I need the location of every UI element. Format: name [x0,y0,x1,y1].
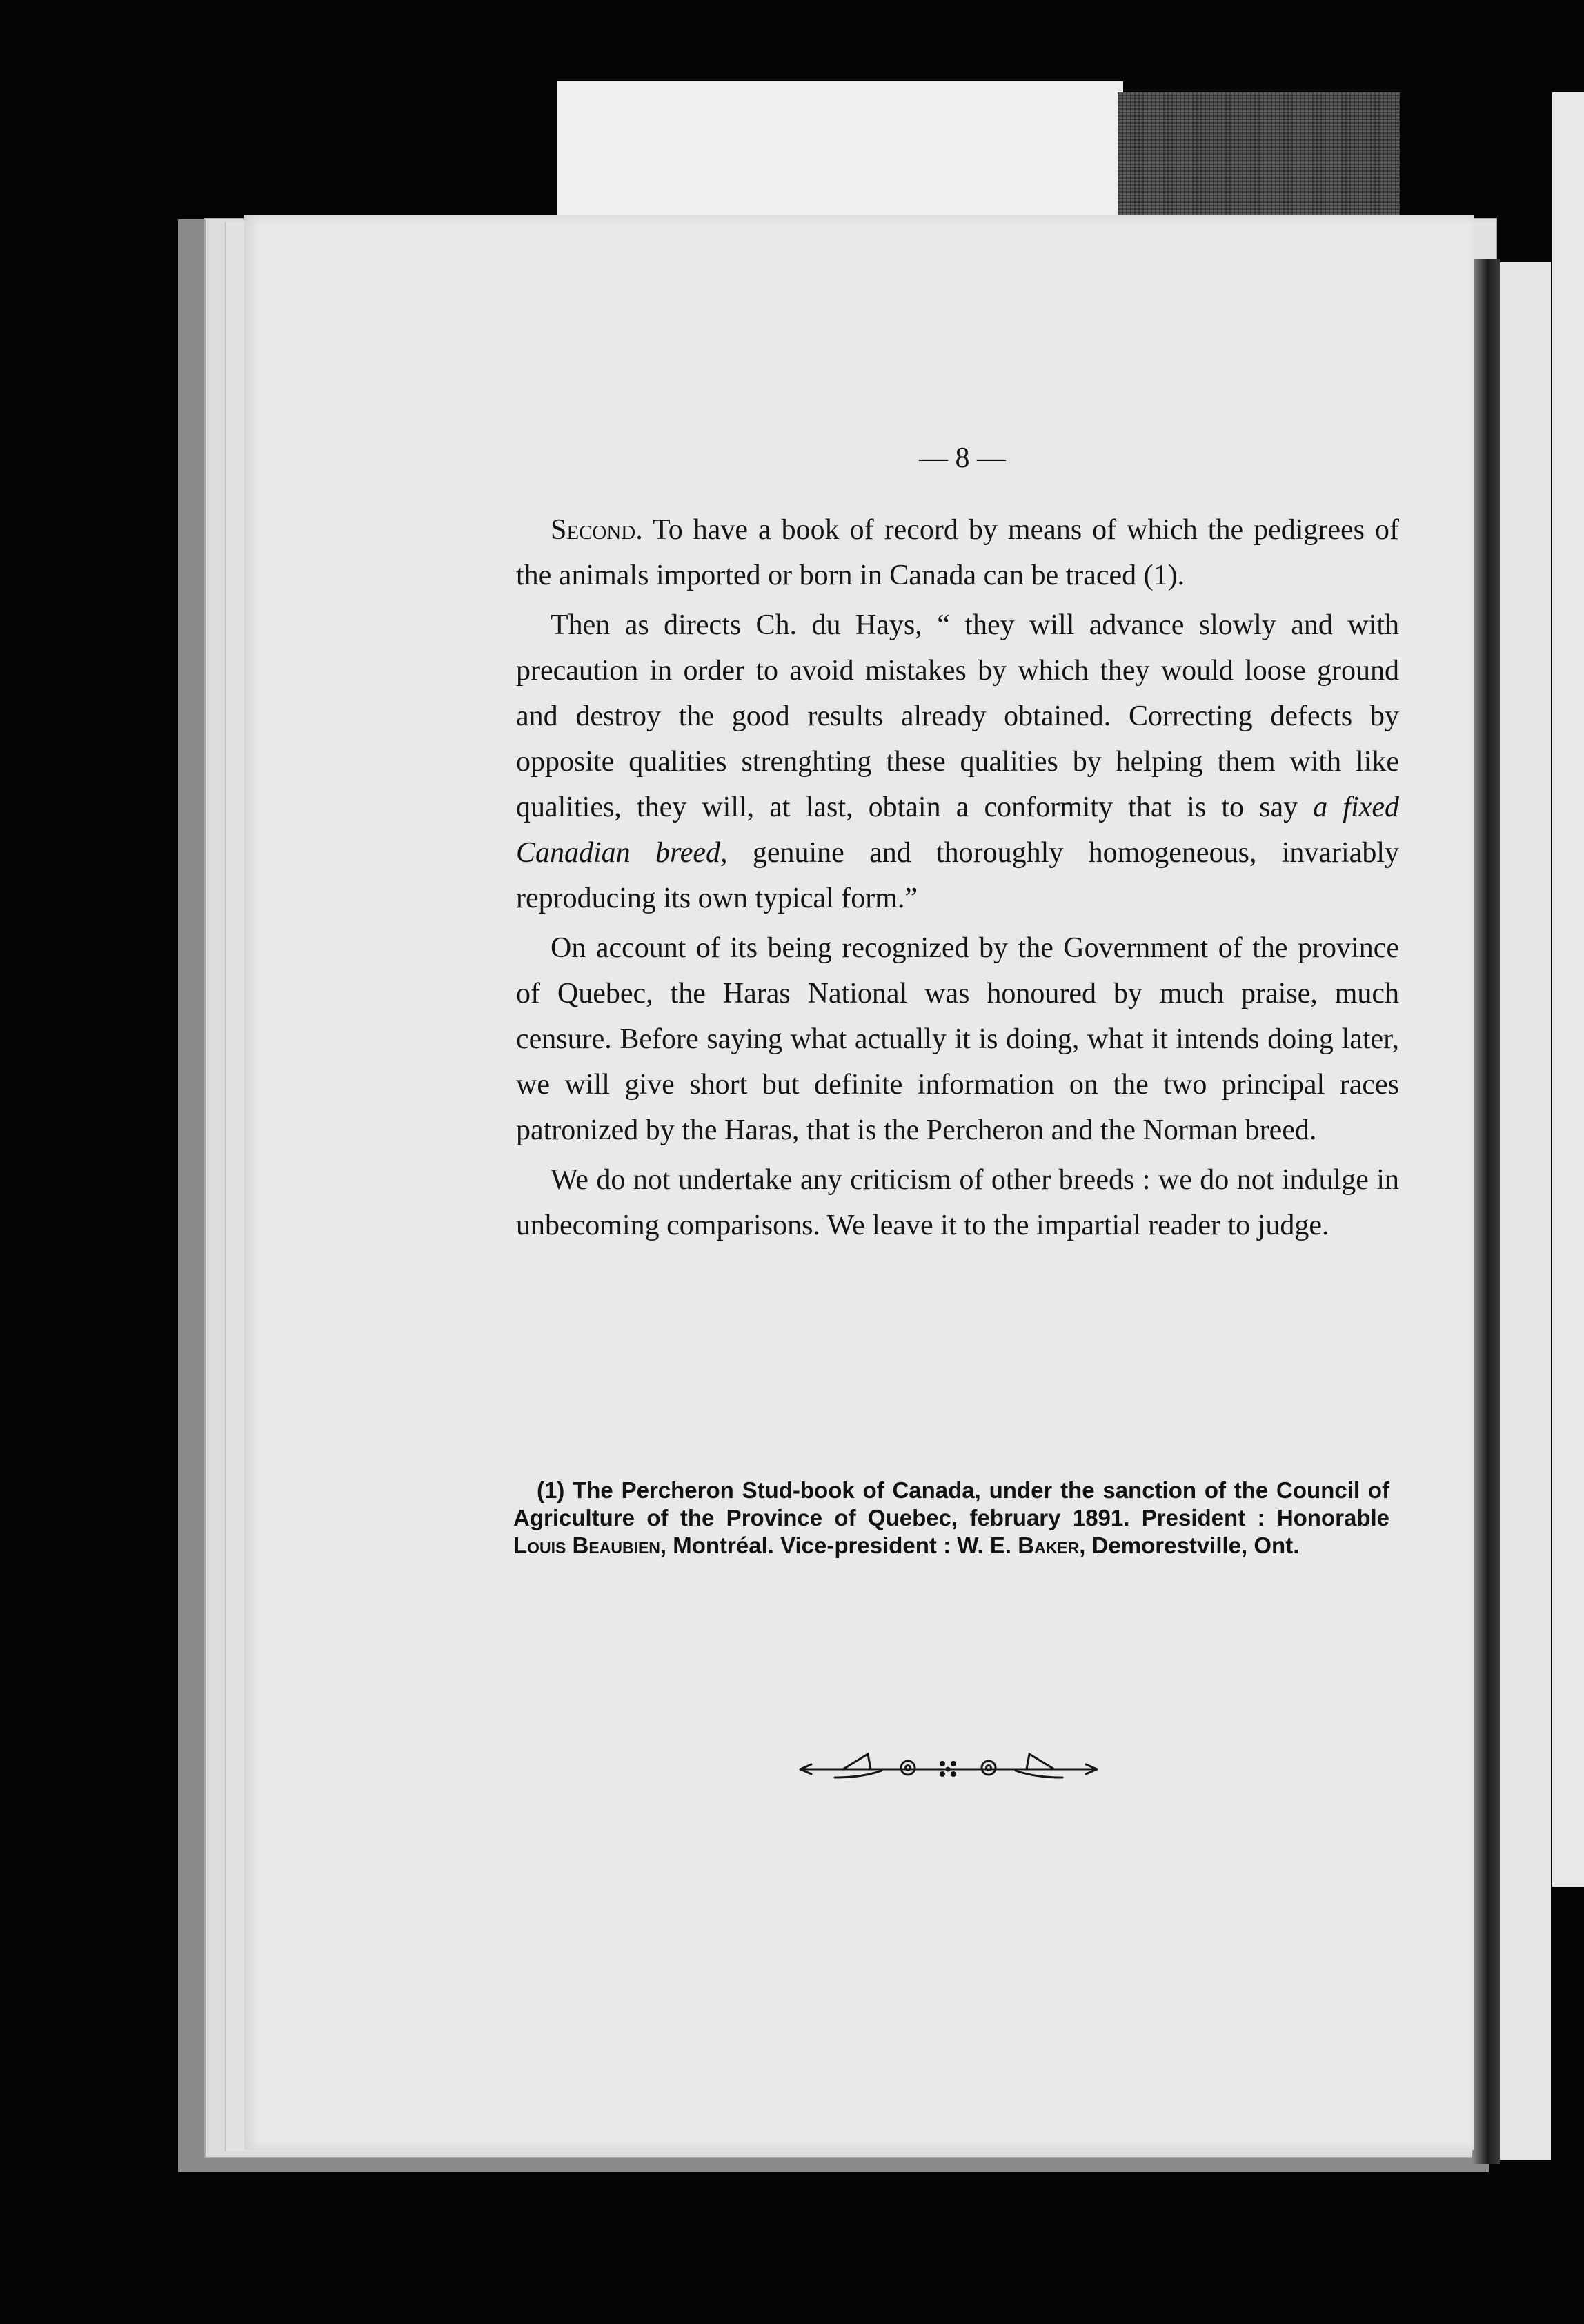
facing-page-edge [1497,262,1551,2160]
footnote-text: (1) The Percheron Stud-book of Canada, under the sanction of the Council of Agriculture of the Province of Quebec, february 1891. President : Honorable [513,1477,1389,1530]
footnote-text: , Demorestville, Ont. [1079,1533,1300,1558]
paragraph-text: To have a book of record by means of which the pedigrees of the animals imported or born in Canada can be traced (1). [516,514,1399,591]
paragraph-text: On account of its being recognized by the Government of the province of Quebec, the Haras National was honoured by much praise, much censure. Before saying what actually it is doing, what it intends doing later, we will give short but definite information on the two principal races patronized by the Haras, that is the Percheron and the Norman breed. [516,932,1399,1146]
paragraph-text: Then as directs Ch. du Hays, “ they will advance slowly and with precaution in order to avoid mistakes by which they would loose ground and destroy the good results already obtained. Correcting defects by opposite qualities strenghting these qualities by helping them with like qualities, they will, at last, obtain a conformity that is to say [516,609,1399,823]
paragraph [516,507,1399,598]
paragraph-text: genuine and thoroughly homogeneous, invariably reproducing its own typical form.” [516,837,1399,914]
paragraph [516,925,1399,1153]
footnote-name: Baker [1018,1533,1080,1558]
page-number: — 8 — [919,442,1006,474]
paragraph [516,602,1399,921]
italic-phrase: a fixed Canadian breed, [516,791,1399,869]
footnote-text: , Montréal. Vice-president : W. E. [660,1533,1018,1558]
footnote [513,1477,1389,1559]
scroll-ornament-icon [793,1742,1104,1797]
paragraph-text: We do not undertake any criticism of other breeds : we do not indulge in unbecoming comparisons. We leave it to the impartial reader to judge. [516,1164,1399,1241]
paragraph [516,1157,1399,1248]
right-edge-strip [1552,92,1584,1887]
footnote-name: Louis Beaubien [513,1533,660,1558]
book-gutter-shadow [1472,259,1500,2164]
page-body-text [516,507,1399,1248]
paragraph-lead-word: Second. [551,514,643,546]
